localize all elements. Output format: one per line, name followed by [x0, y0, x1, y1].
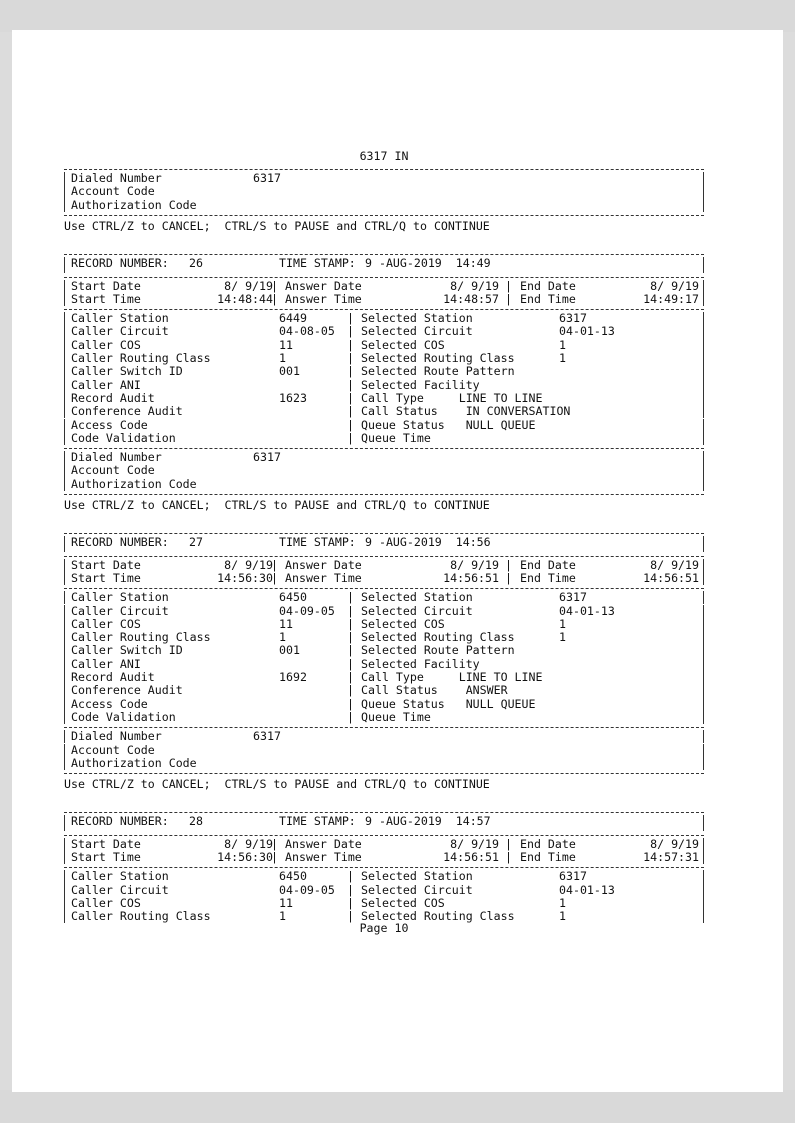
start-date-value: 8/ 9/19 — [224, 836, 273, 851]
record-1-field-row — [64, 631, 704, 644]
pipe: | — [347, 603, 354, 618]
selected-field-value: 04-01-13 — [559, 882, 615, 897]
pipe: | — [347, 909, 354, 924]
pipe: | — [347, 311, 354, 326]
end-date-value: 8/ 9/19 — [650, 836, 699, 851]
selected-field-label: Call Status ANSWER — [361, 683, 508, 698]
selected-field-value: 1 — [559, 909, 566, 924]
caller-field-value: 1623 — [279, 390, 307, 405]
account-code-label: Account Code — [71, 184, 155, 199]
selected-field-label: Selected Circuit — [361, 882, 473, 897]
selected-field-label: Queue Time — [361, 430, 431, 445]
record-1-field-row — [64, 644, 704, 657]
record-0-fields-sep — [64, 309, 704, 310]
selected-field-label: Selected Facility — [361, 377, 480, 392]
record-0-top-sep — [64, 254, 704, 255]
record-0-time-row — [64, 293, 704, 306]
selected-field-value: 1 — [559, 630, 566, 645]
start-time-value: 14:56:30 — [217, 570, 273, 585]
selected-field-label: Selected Routing Class — [361, 909, 515, 924]
end-date-label: End Date — [520, 557, 576, 572]
pipe: | — [347, 696, 354, 711]
selected-field-label: Selected Route Pattern — [361, 364, 515, 379]
pipe: | — [347, 324, 354, 339]
selected-field-label: Selected Routing Class — [361, 351, 515, 365]
pipe: | — [347, 670, 354, 684]
record-number-value: 27 — [189, 535, 203, 550]
answer-date-value: 8/ 9/19 — [450, 278, 499, 293]
record-0-field-row — [64, 432, 704, 445]
selected-field-label: Queue Time — [361, 709, 431, 724]
pipe: | — [347, 616, 354, 631]
record-0-end-sep — [64, 494, 704, 495]
start-time-label: Start Time — [71, 570, 141, 585]
record-1-field-row — [64, 618, 704, 631]
selected-field-value: 04-01-13 — [559, 603, 615, 618]
record-number-label: RECORD NUMBER: — [71, 256, 169, 271]
dialed-number-value: 6317 — [253, 171, 281, 185]
caller-field-label: Access Code — [71, 696, 148, 711]
time-stamp-value: 9 -AUG-2019 14:56 — [365, 535, 491, 550]
record-0-sep — [64, 448, 704, 449]
caller-field-value: 11 — [279, 337, 293, 352]
pipe: | — [347, 377, 354, 392]
selected-field-label: Call Type LINE TO LINE — [361, 670, 543, 684]
record-0-field-row — [64, 312, 704, 325]
selected-field-value: 6317 — [559, 869, 587, 884]
record-0-field-row — [64, 379, 704, 392]
pipe: | — [347, 390, 354, 405]
answer-date-value: 8/ 9/19 — [450, 836, 499, 851]
caller-field-label: Record Audit — [71, 390, 155, 405]
record-1-field-row — [64, 591, 704, 604]
caller-field-label: Caller Circuit — [71, 882, 169, 897]
caller-field-value: 6450 — [279, 869, 307, 884]
answer-time-label: Answer Time — [285, 850, 362, 864]
pipe: | — [271, 557, 278, 572]
pipe: | — [347, 709, 354, 724]
record-0-account-row — [64, 464, 704, 477]
selected-field-label: Selected COS — [361, 337, 445, 352]
record-number-value: 28 — [189, 814, 203, 829]
start-time-label: Start Time — [71, 850, 141, 864]
pipe: | — [505, 278, 512, 293]
leading-dialed-row — [64, 172, 704, 185]
record-2-header — [64, 815, 704, 831]
record-0-field-row — [64, 419, 704, 432]
pipe: | — [505, 850, 512, 864]
record-0-field-row — [64, 405, 704, 418]
caller-field-label: Code Validation — [71, 709, 176, 724]
record-2-top-sep — [64, 812, 704, 813]
selected-field-label: Call Type LINE TO LINE — [361, 390, 543, 405]
record-1-date-row — [64, 559, 704, 572]
leading-sep — [64, 169, 704, 170]
time-stamp-label: TIME STAMP: — [279, 256, 356, 271]
selected-field-value: 1 — [559, 616, 566, 631]
dialed-number-label: Dialed Number — [71, 171, 162, 185]
record-0-field-row — [64, 392, 704, 405]
caller-field-label: Caller COS — [71, 616, 141, 631]
record-1-auth-row — [64, 757, 704, 770]
end-date-value: 8/ 9/19 — [650, 557, 699, 572]
record-2-field-row — [64, 897, 704, 910]
selected-field-value: 1 — [559, 895, 566, 910]
selected-field-value: 04-01-13 — [559, 324, 615, 339]
record-1-field-row — [64, 711, 704, 724]
caller-field-value: 11 — [279, 895, 293, 910]
pipe: | — [271, 570, 278, 585]
dialed-number-value: 6317 — [253, 450, 281, 465]
record-0-field-row — [64, 365, 704, 378]
caller-field-label: Caller ANI — [71, 656, 141, 671]
caller-field-label: Caller Routing Class — [71, 630, 211, 645]
pipe: | — [347, 590, 354, 605]
caller-field-label: Caller Switch ID — [71, 643, 183, 658]
record-0-hdr-sep — [64, 277, 704, 278]
cancel-message-2: Use CTRL/Z to CANCEL; CTRL/S to PAUSE and CTRL/Q to CONTINUE — [64, 777, 490, 792]
record-0-field-row — [64, 352, 704, 365]
record-2-time-row — [64, 851, 704, 864]
caller-field-label: Record Audit — [71, 670, 155, 684]
record-1-sep — [64, 727, 704, 728]
caller-field-label: Code Validation — [71, 430, 176, 445]
end-date-value: 8/ 9/19 — [650, 278, 699, 293]
caller-field-label: Conference Audit — [71, 404, 183, 419]
pipe: | — [347, 895, 354, 910]
authorization-code-label: Authorization Code — [71, 755, 197, 770]
record-0-date-row — [64, 280, 704, 293]
pipe: | — [505, 570, 512, 585]
selected-field-label: Selected COS — [361, 616, 445, 631]
answer-time-value: 14:56:51 — [443, 850, 499, 864]
caller-field-value: 11 — [279, 616, 293, 631]
record-2-field-row — [64, 870, 704, 883]
time-stamp-label: TIME STAMP: — [279, 814, 356, 829]
start-time-value: 14:56:30 — [217, 850, 273, 864]
record-1-field-row — [64, 684, 704, 697]
pipe: | — [271, 278, 278, 293]
account-code-label: Account Code — [71, 742, 155, 757]
leading-auth-row — [64, 199, 704, 212]
pipe: | — [347, 683, 354, 698]
pipe: | — [271, 836, 278, 851]
caller-field-label: Caller Station — [71, 869, 169, 884]
pipe: | — [347, 404, 354, 419]
report-content — [64, 149, 704, 935]
caller-field-label: Caller Circuit — [71, 603, 169, 618]
account-code-label: Account Code — [71, 463, 155, 478]
record-2-field-row — [64, 884, 704, 897]
pipe: | — [347, 630, 354, 645]
record-1-dialed-row — [64, 730, 704, 743]
caller-field-label: Caller Circuit — [71, 324, 169, 339]
scan-border-bottom — [0, 1090, 795, 1123]
time-stamp-value: 9 -AUG-2019 14:49 — [365, 256, 491, 271]
time-stamp-value: 9 -AUG-2019 14:57 — [365, 814, 491, 829]
record-2-fields-sep — [64, 867, 704, 868]
record-1-time-row — [64, 572, 704, 585]
start-time-value: 14:48:44 — [217, 291, 273, 306]
caller-field-label: Caller Switch ID — [71, 364, 183, 379]
answer-date-label: Answer Date — [285, 836, 362, 851]
answer-time-value: 14:48:57 — [443, 291, 499, 306]
caller-field-label: Caller COS — [71, 337, 141, 352]
selected-field-label: Selected Circuit — [361, 324, 473, 339]
caller-field-label: Caller Routing Class — [71, 909, 211, 924]
answer-date-label: Answer Date — [285, 278, 362, 293]
selected-field-label: Call Status IN CONVERSATION — [361, 404, 571, 419]
scan-border-top — [0, 0, 795, 32]
caller-field-value: 04-09-05 — [279, 603, 335, 618]
selected-field-label: Selected Routing Class — [361, 630, 515, 645]
pipe: | — [505, 557, 512, 572]
answer-date-label: Answer Date — [285, 557, 362, 572]
authorization-code-label: Authorization Code — [71, 197, 197, 212]
pipe: | — [347, 351, 354, 365]
pipe: | — [505, 291, 512, 306]
end-date-label: End Date — [520, 836, 576, 851]
caller-field-value: 04-08-05 — [279, 324, 335, 339]
end-date-label: End Date — [520, 278, 576, 293]
dialed-number-label: Dialed Number — [71, 729, 162, 744]
caller-field-value: 6450 — [279, 590, 307, 605]
caller-field-value: 1 — [279, 630, 286, 645]
selected-field-value: 1 — [559, 337, 566, 352]
selected-field-label: Selected Facility — [361, 656, 480, 671]
dialed-number-value: 6317 — [253, 729, 281, 744]
time-stamp-label: TIME STAMP: — [279, 535, 356, 550]
caller-field-label: Access Code — [71, 417, 148, 432]
caller-field-label: Caller Station — [71, 311, 169, 326]
caller-field-value: 1 — [279, 351, 286, 365]
selected-field-label: Selected Station — [361, 590, 473, 605]
page-number: Page 10 — [359, 920, 409, 935]
caller-field-value: 04-09-05 — [279, 882, 335, 897]
selected-field-label: Selected Circuit — [361, 603, 473, 618]
end-time-label: End Time — [520, 291, 576, 306]
record-0-auth-row — [64, 478, 704, 491]
caller-field-label: Caller ANI — [71, 377, 141, 392]
selected-field-label: Selected Station — [361, 311, 473, 326]
caller-field-value: 6449 — [279, 311, 307, 326]
selected-field-value: 6317 — [559, 590, 587, 605]
caller-field-value: 001 — [279, 364, 300, 379]
record-1-account-row — [64, 744, 704, 757]
end-time-label: End Time — [520, 570, 576, 585]
selected-field-label: Selected Station — [361, 869, 473, 884]
start-date-label: Start Date — [71, 836, 141, 851]
end-time-label: End Time — [520, 850, 576, 864]
record-1-field-row — [64, 671, 704, 684]
selected-field-value: 1 — [559, 351, 566, 365]
end-time-value: 14:57:31 — [643, 850, 699, 864]
answer-time-label: Answer Time — [285, 291, 362, 306]
caller-field-value: 001 — [279, 643, 300, 658]
record-1-field-row — [64, 658, 704, 671]
leading-account-row — [64, 185, 704, 198]
pipe: | — [347, 882, 354, 897]
record-1-top-sep — [64, 533, 704, 534]
pipe: | — [347, 417, 354, 432]
record-1-fields-sep — [64, 588, 704, 589]
pipe: | — [347, 869, 354, 884]
end-time-value: 14:49:17 — [643, 291, 699, 306]
record-1-hdr-sep — [64, 556, 704, 557]
record-1-field-row — [64, 698, 704, 711]
start-date-value: 8/ 9/19 — [224, 557, 273, 572]
selected-field-value: 6317 — [559, 311, 587, 326]
answer-time-value: 14:56:51 — [443, 570, 499, 585]
caller-field-label: Caller Station — [71, 590, 169, 605]
answer-time-label: Answer Time — [285, 570, 362, 585]
pipe: | — [271, 291, 278, 306]
caller-field-label: Conference Audit — [71, 683, 183, 698]
end-time-value: 14:56:51 — [643, 570, 699, 585]
pipe: | — [347, 643, 354, 658]
record-0-field-row — [64, 339, 704, 352]
start-date-label: Start Date — [71, 557, 141, 572]
start-time-label: Start Time — [71, 291, 141, 306]
selected-field-label: Selected Route Pattern — [361, 643, 515, 658]
pipe: | — [347, 430, 354, 445]
caller-field-label: Caller COS — [71, 895, 141, 910]
pipe: | — [271, 850, 278, 864]
record-1-end-sep — [64, 773, 704, 774]
pipe: | — [505, 836, 512, 851]
record-number-value: 26 — [189, 256, 203, 271]
caller-field-value: 1 — [279, 909, 286, 924]
dialed-number-label: Dialed Number — [71, 450, 162, 465]
record-0-field-row — [64, 325, 704, 338]
answer-date-value: 8/ 9/19 — [450, 557, 499, 572]
pipe: | — [347, 656, 354, 671]
selected-field-label: Selected COS — [361, 895, 445, 910]
record-0-header — [64, 257, 704, 273]
record-number-label: RECORD NUMBER: — [71, 814, 169, 829]
cancel-message-0: Use CTRL/Z to CANCEL; CTRL/S to PAUSE and CTRL/Q to CONTINUE — [64, 218, 490, 233]
selected-field-label: Queue Status NULL QUEUE — [361, 417, 536, 432]
record-2-hdr-sep — [64, 835, 704, 836]
cancel-message-1: Use CTRL/Z to CANCEL; CTRL/S to PAUSE and CTRL/Q to CONTINUE — [64, 498, 490, 512]
pipe: | — [347, 337, 354, 352]
record-1-header — [64, 536, 704, 552]
start-date-label: Start Date — [71, 278, 141, 293]
selected-field-label: Queue Status NULL QUEUE — [361, 696, 536, 711]
page-title: 6317 IN — [359, 149, 409, 163]
caller-field-value: 1692 — [279, 670, 307, 684]
start-date-value: 8/ 9/19 — [224, 278, 273, 293]
record-0-dialed-row — [64, 451, 704, 464]
record-2-date-row — [64, 838, 704, 851]
pipe: | — [347, 364, 354, 379]
caller-field-label: Caller Routing Class — [71, 351, 211, 365]
leading-end-sep — [64, 215, 704, 216]
record-number-label: RECORD NUMBER: — [71, 535, 169, 550]
document-page — [12, 30, 783, 1092]
authorization-code-label: Authorization Code — [71, 476, 197, 491]
record-1-field-row — [64, 605, 704, 618]
